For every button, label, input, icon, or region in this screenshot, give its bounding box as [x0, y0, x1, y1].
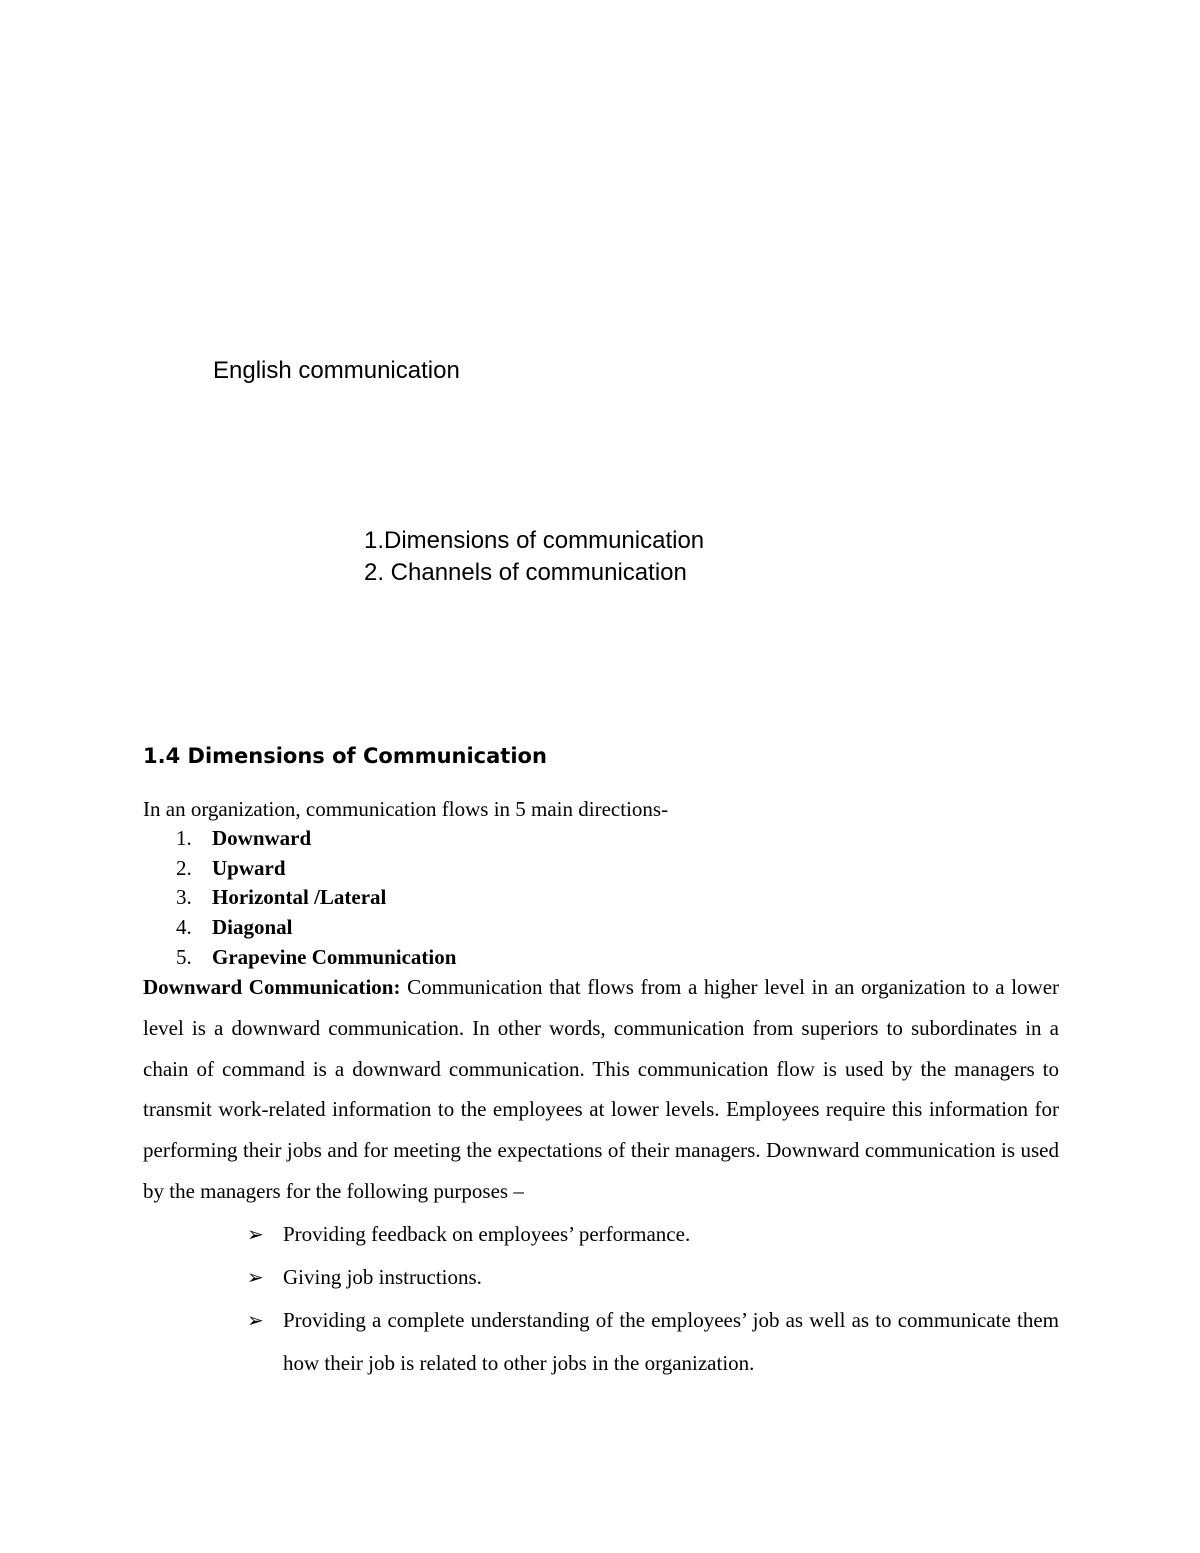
list-label: Upward: [212, 855, 286, 880]
table-of-contents: [364, 525, 704, 589]
list-item: [143, 854, 456, 884]
list-label: Diagonal: [212, 915, 293, 940]
arrow-bullet-icon: ➢: [247, 1222, 264, 1246]
list-item: [143, 883, 456, 913]
list-item: [143, 913, 456, 943]
arrow-bullet-icon: ➢: [247, 1265, 264, 1289]
list-number: 3.: [176, 885, 192, 910]
list-label: Horizontal /Lateral: [212, 885, 387, 910]
list-number: 1.: [176, 826, 192, 850]
paragraph-lead: Downward Communication:: [143, 975, 401, 999]
paragraph-text: Communication that flows from a higher level in an organization to a lower level is a downward communication. In other words, communication from superiors to subordinates in a chain of command is a downward communication. This communication flow is used by the managers to transmit work-related information to the employees at lower levels. Employees require this information for performing their jobs and for meeting the expectations of their managers. Downward communication is used by the managers for the following purposes –: [143, 975, 1060, 1203]
arrow-bullet-icon: ➢: [247, 1308, 264, 1332]
bullet-item: [243, 1213, 1059, 1256]
list-label: Downward: [212, 826, 312, 850]
document-title: English communication: [213, 357, 460, 384]
purposes-list: [243, 1213, 1059, 1385]
list-number: 5.: [176, 944, 192, 969]
list-label: Grapevine Communication: [212, 944, 457, 969]
bullet-text: Giving job instructions.: [283, 1265, 482, 1289]
intro-paragraph: In an organization, communication flows in 5 main directions-: [143, 797, 669, 821]
bullet-text: Providing a complete understanding of the employees’ job as well as to communicate them how their job is related to other jobs in the organization.: [283, 1308, 1059, 1375]
bullet-text: Providing feedback on employees’ performance.: [283, 1222, 691, 1246]
list-item: [143, 824, 456, 854]
section-heading: 1.4 Dimensions of Communication: [143, 744, 547, 768]
list-number: 2.: [176, 855, 192, 880]
directions-list: [143, 824, 456, 972]
list-number: 4.: [176, 915, 192, 940]
bullet-item: [243, 1256, 1059, 1299]
downward-communication-paragraph: [143, 967, 1059, 1212]
toc-item: 2. Channels of communication: [364, 559, 687, 586]
toc-item: 1.Dimensions of communication: [364, 527, 705, 554]
bullet-item: [243, 1299, 1059, 1385]
